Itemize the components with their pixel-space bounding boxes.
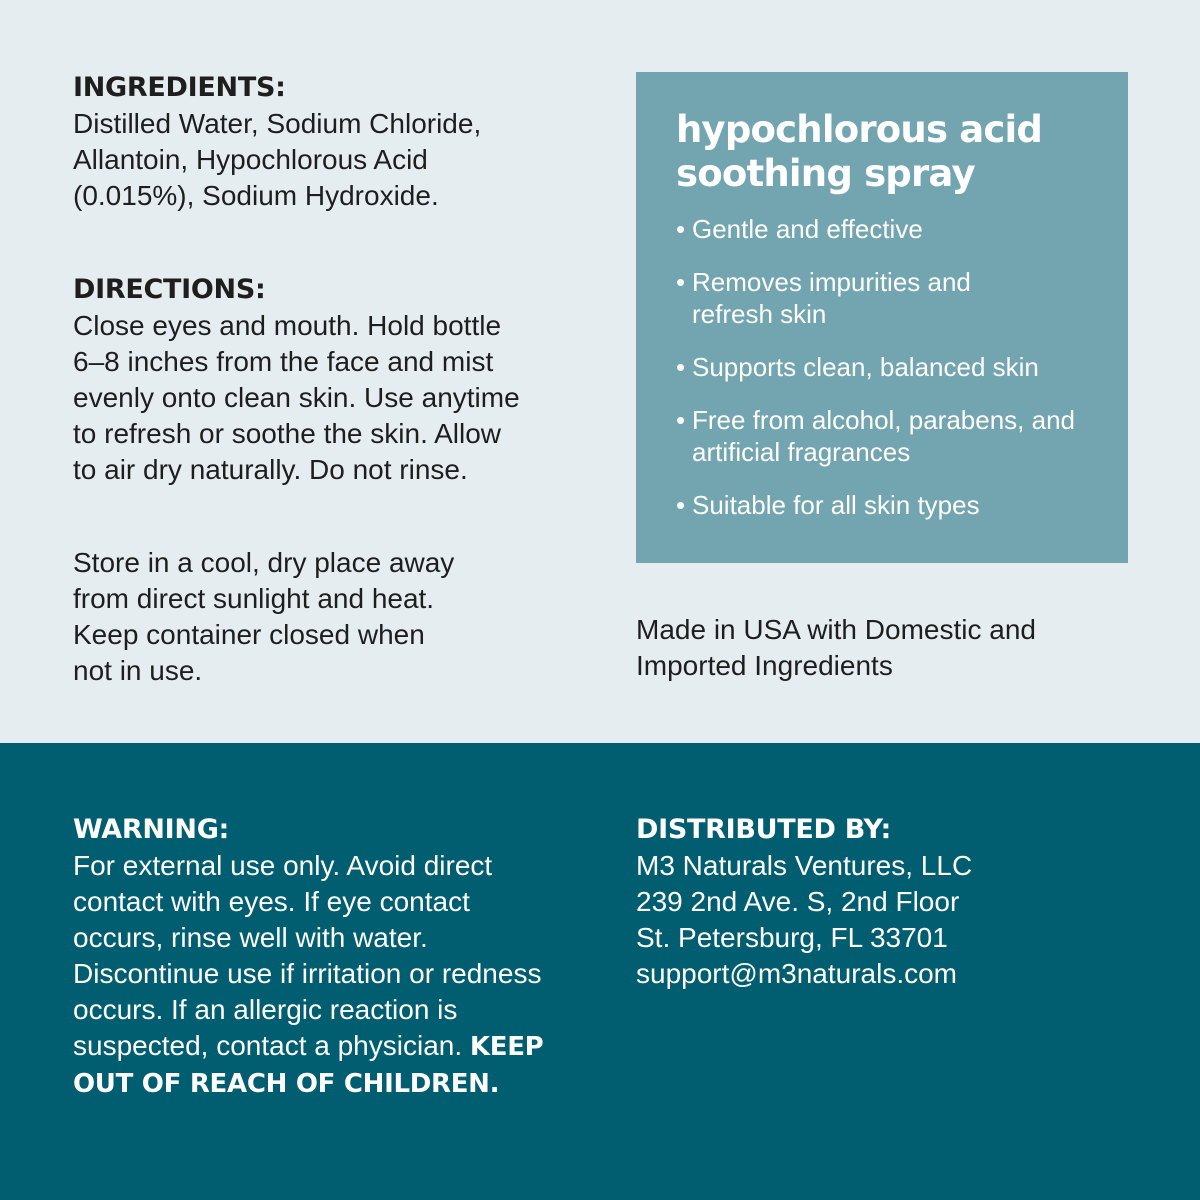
feature-item	[676, 266, 1012, 330]
ingredients-line: Allantoin, Hypochlorous Acid	[73, 144, 428, 175]
warning-line: suspected, contact a physician.	[73, 1030, 463, 1061]
warning-line: occurs, rinse well with water.	[73, 922, 428, 953]
feature-text: Removes impurities and refresh skin	[692, 267, 971, 329]
warning-heading: WARNING:	[73, 814, 230, 845]
storage-text	[73, 545, 593, 689]
storage-line: from direct sunlight and heat.	[73, 583, 435, 614]
directions-line: evenly onto clean skin. Use anytime	[73, 382, 520, 413]
distributor-details	[636, 848, 1156, 992]
bullet-icon: •	[676, 352, 686, 382]
feature-text: Supports clean, balanced skin	[692, 352, 1039, 382]
warning-text	[73, 848, 593, 1102]
warning-emphasis: OUT OF REACH OF CHILDREN.	[73, 1069, 500, 1099]
directions-line: to refresh or soothe the skin. Allow	[73, 418, 501, 449]
feature-text: Suitable for all skin types	[692, 490, 980, 520]
warning-line: For external use only. Avoid direct	[73, 850, 493, 881]
bullet-icon: •	[676, 267, 686, 297]
bullet-icon: •	[676, 214, 686, 244]
storage-section	[73, 545, 593, 689]
directions-text	[73, 308, 593, 488]
ingredients-section	[73, 70, 593, 214]
feature-text: Free from alcohol, parabens, and artificial fragrances	[692, 405, 1075, 467]
directions-line: 6–8 inches from the face and mist	[73, 346, 494, 377]
warning-emphasis: KEEP	[469, 1032, 544, 1062]
warning-line: Discontinue use if irritation or redness	[73, 958, 542, 989]
address-line: 239 2nd Ave. S, 2nd Floor	[636, 886, 960, 917]
ingredients-heading: INGREDIENTS:	[73, 72, 286, 103]
product-feature-box	[636, 72, 1128, 563]
storage-line: Store in a cool, dry place away	[73, 547, 455, 578]
feature-item	[676, 489, 1098, 521]
feature-item	[676, 213, 1098, 245]
ingredients-line: (0.015%), Sodium Hydroxide.	[73, 180, 439, 211]
made-in-text	[636, 612, 1136, 684]
feature-list	[676, 213, 1098, 521]
bullet-icon: •	[676, 405, 686, 435]
made-in-section	[636, 612, 1136, 684]
distributed-by-heading: DISTRIBUTED BY:	[636, 814, 891, 845]
feature-item	[676, 351, 1098, 383]
ingredients-text	[73, 106, 593, 214]
distributed-by-section	[636, 812, 1156, 992]
feature-text: Gentle and effective	[692, 214, 923, 244]
directions-line: Close eyes and mouth. Hold bottle	[73, 310, 502, 341]
warning-line: occurs. If an allergic reaction is	[73, 994, 458, 1025]
made-in-line: Made in USA with Domestic and	[636, 614, 1036, 645]
made-in-line: Imported Ingredients	[636, 650, 893, 681]
warning-line: contact with eyes. If eye contact	[73, 886, 470, 917]
directions-line: to air dry naturally. Do not rinse.	[73, 454, 468, 485]
bullet-icon: •	[676, 490, 686, 520]
product-title-line: soothing spray	[676, 152, 975, 195]
product-title	[676, 108, 1098, 196]
storage-line: Keep container closed when	[73, 619, 425, 650]
product-title-line: hypochlorous acid	[676, 108, 1043, 151]
ingredients-line: Distilled Water, Sodium Chloride,	[73, 108, 482, 139]
feature-item	[676, 404, 1102, 468]
directions-heading: DIRECTIONS:	[73, 274, 266, 305]
support-email: support@m3naturals.com	[636, 958, 958, 989]
directions-section	[73, 272, 593, 488]
company-name: M3 Naturals Ventures, LLC	[636, 850, 973, 881]
storage-line: not in use.	[73, 655, 203, 686]
address-line: St. Petersburg, FL 33701	[636, 922, 948, 953]
warning-section	[73, 812, 593, 1102]
